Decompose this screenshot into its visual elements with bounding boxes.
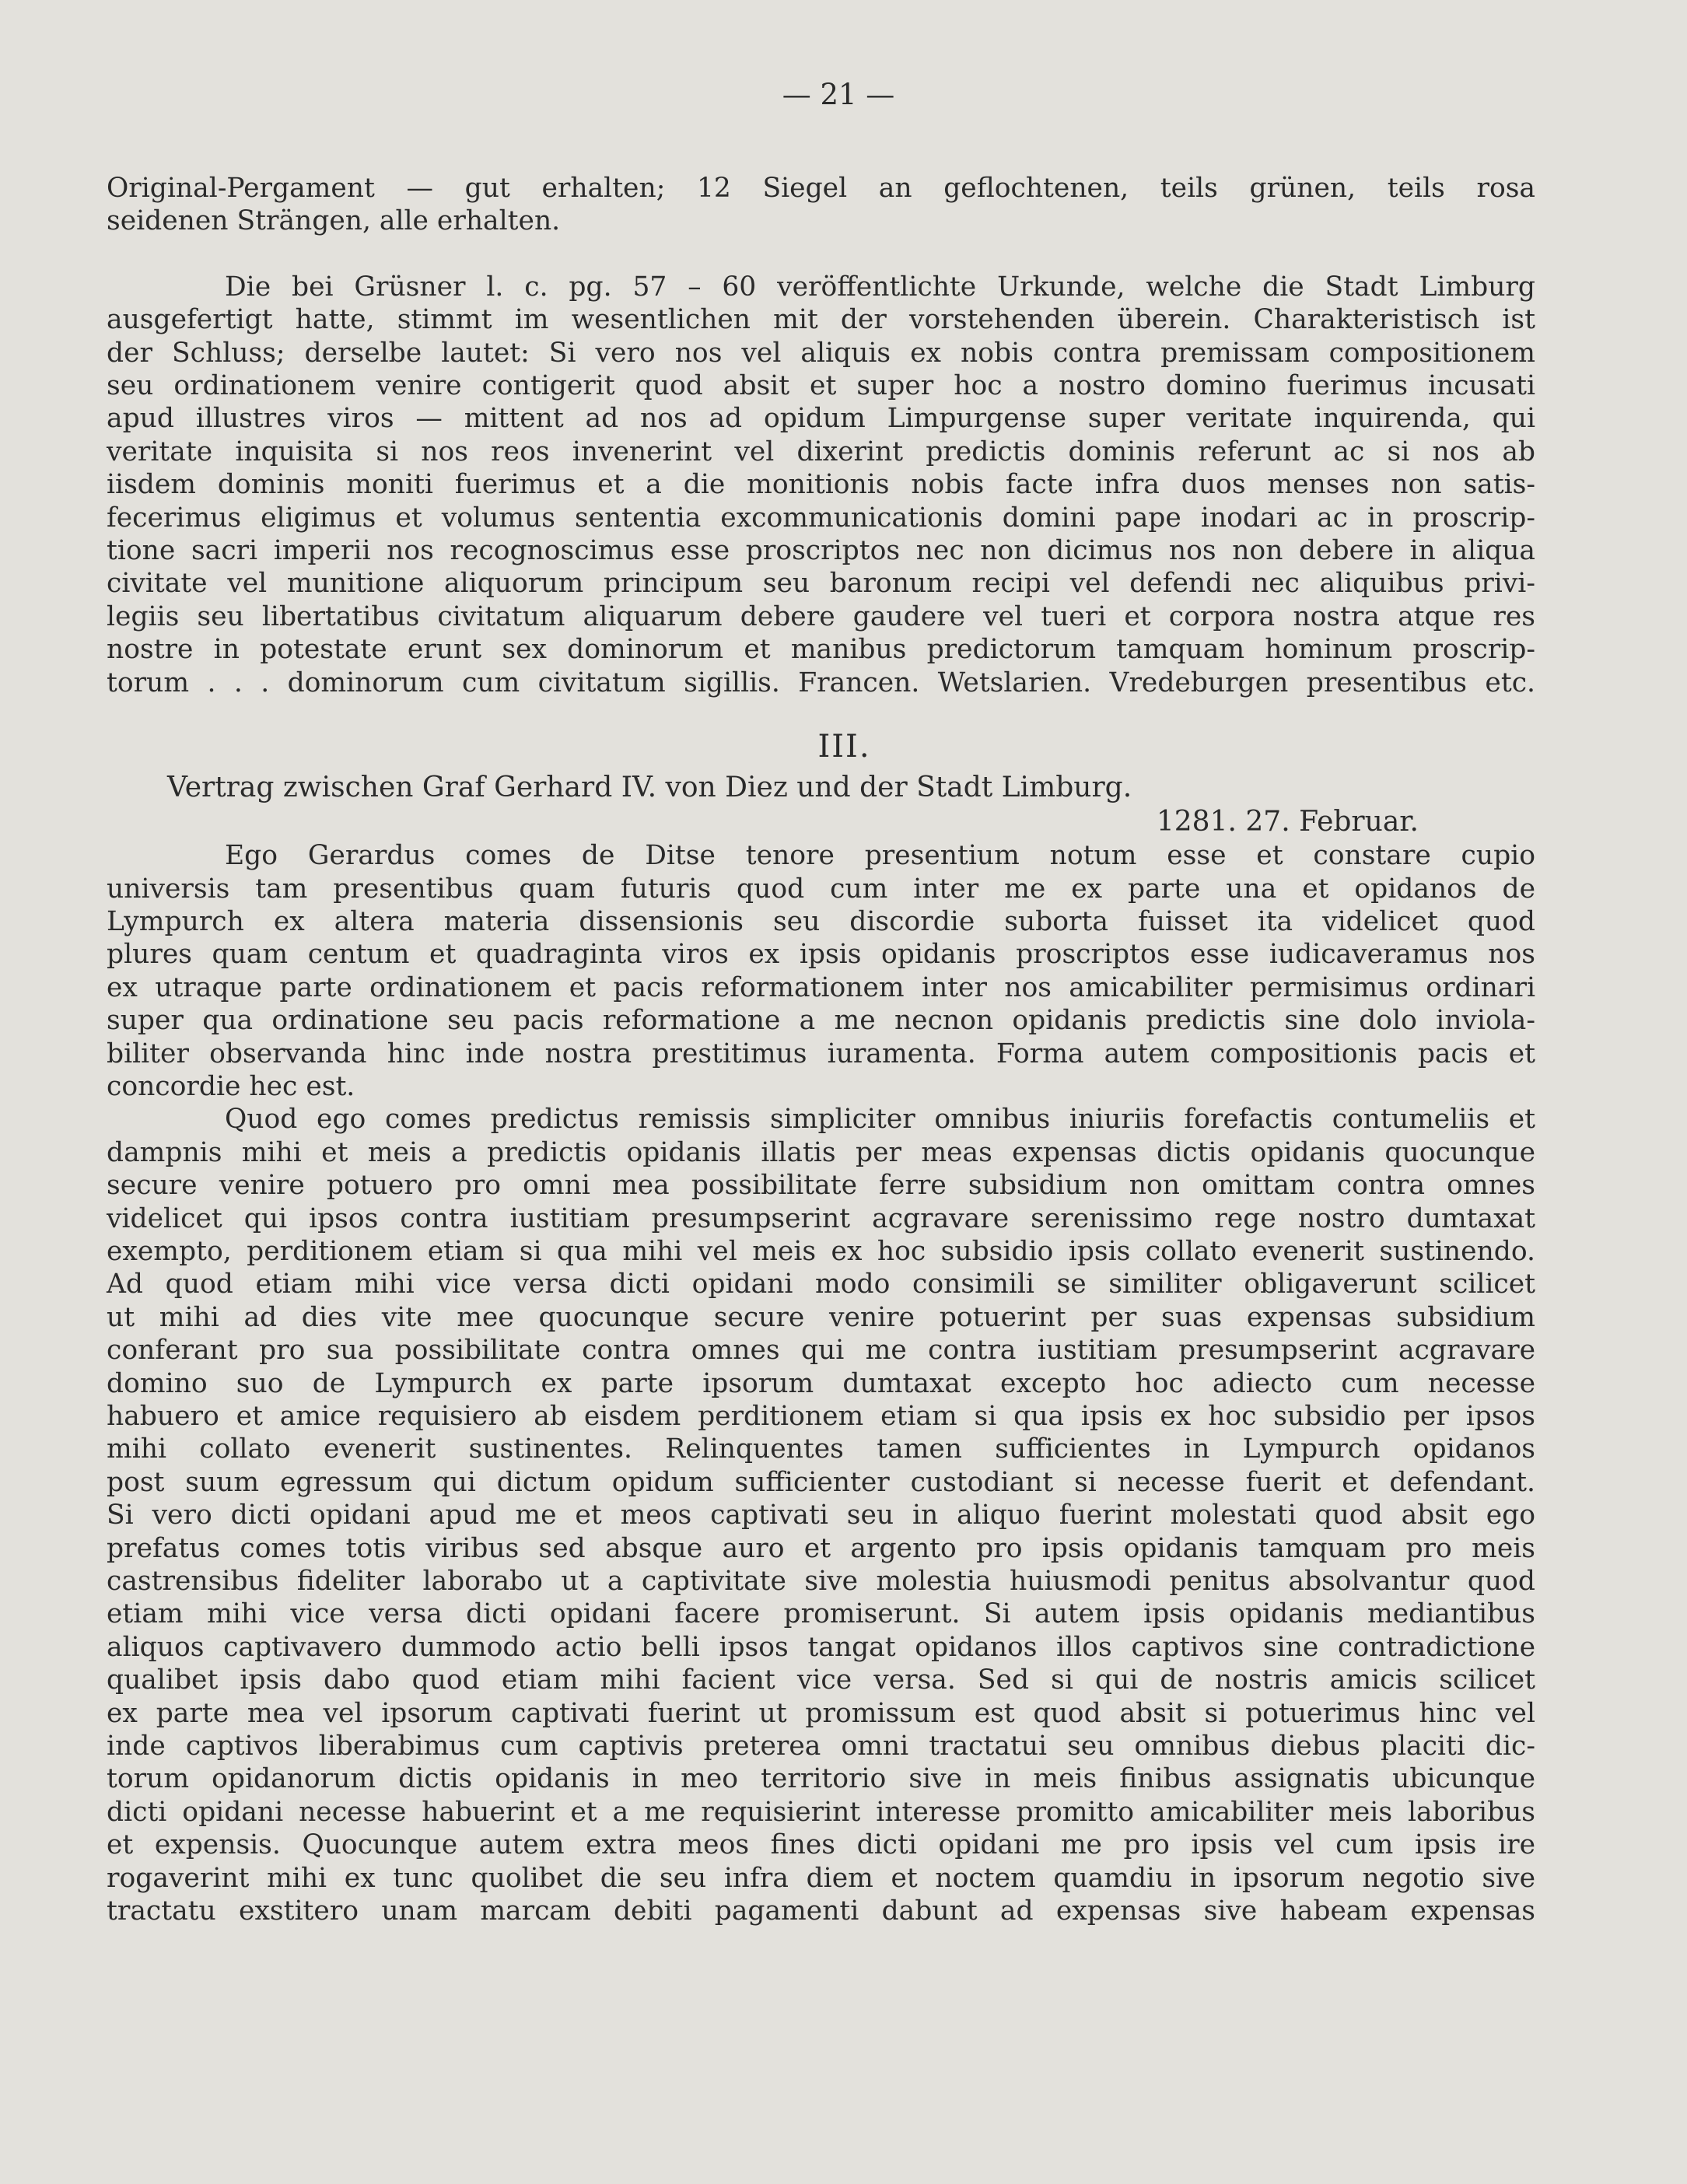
text-line: super qua ordinatione seu pacis reformatione a me necnon opidanis predictis sine dolo inviola- (107, 1005, 1535, 1037)
text-line: plures quam centum et quadraginta viros ex ipsis opidanis proscriptos esse iudicaveramus nos (107, 939, 1535, 971)
text-line: qualibet ipsis dabo quod etiam mihi facient vice versa. Sed si qui de nostris amicis scilicet (107, 1664, 1535, 1696)
text-line: dampnis mihi et meis a predictis opidanis illatis per meas expensas dictis opidanis quocunque (107, 1136, 1535, 1168)
charter-paragraph-2 (107, 1103, 1535, 1927)
text-line: dicti opidani necesse habuerint et a me requisierint interesse promitto amicabiliter meis laboribus (107, 1796, 1535, 1828)
text-line: post suum egressum qui dictum opidum sufficienter custodiant si necesse fuerit et defendant. (107, 1466, 1535, 1498)
text-line: fecerimus eligimus et volumus sententia excommunicationis domini pape inodari ac in proscrip- (107, 502, 1535, 534)
text-line: tione sacri imperii nos recognoscimus esse proscriptos nec non dicimus nos non debere in aliqua (107, 535, 1535, 567)
commentary-paragraph (107, 271, 1535, 699)
text-line: prefatus comes totis viribus sed absque auro et argento pro ipsis opidanis tamquam pro meis (107, 1532, 1535, 1564)
text-line: inde captivos liberabimus cum captivis preterea omni tractatui seu omnibus diebus placiti dic- (107, 1731, 1535, 1762)
section-numeral: III. (817, 729, 871, 765)
text-line: Lympurch ex altera materia dissensionis seu discordie suborta fuisset ita videlicet quod (107, 905, 1535, 937)
text-line: rogaverint mihi ex tunc quolibet die seu infra diem et noctem quamdiu in ipsorum negotio sive (107, 1862, 1535, 1894)
text-line: videlicet qui ipsos contra iustitiam presumpserint acgravare serenissimo rege nostro dumtaxat (107, 1202, 1535, 1234)
text-line: apud illustres viros — mittent ad nos ad opidum Limpurgense super veritate inquirenda, qui (107, 403, 1535, 435)
text-line: ex utraque parte ordinationem et pacis reformationem inter nos amicabiliter permisimus ordinari (107, 971, 1535, 1003)
text-line: torum . . . dominorum cum civitatum sigillis. Francen. Wetslarien. Vredeburgen presentibus etc. (107, 667, 1535, 698)
text-line: ut mihi ad dies vite mee quocunque secure venire potuerint per suas expensas subsidium (107, 1301, 1535, 1333)
text-line: veritate inquisita si nos reos invenerint vel dixerint predictis dominis referunt ac si nos ab (107, 436, 1535, 467)
section-date: 1281. 27. Februar. (1156, 806, 1419, 838)
text-line: biliter observanda hinc inde nostra prestitimus iuramenta. Forma autem compositionis pacis et (107, 1038, 1535, 1069)
text-line: legiis seu libertatibus civitatum aliquarum debere gaudere vel tueri et corpora nostra atque res (107, 600, 1535, 632)
text-line: Si vero dicti opidani apud me et meos captivati seu in aliquo fuerint molestati quod absit ego (107, 1500, 1535, 1531)
text-line: seidenen Strängen, alle erhalten. (107, 205, 561, 237)
page-number: — 21 — (782, 78, 895, 111)
text-line: secure venire potuero pro omni mea possibilitate ferre subsidium non omittam contra omnes (107, 1170, 1535, 1202)
text-line: et expensis. Quocunque autem extra meos fines dicti opidani me pro ipsis vel cum ipsis ire (107, 1829, 1535, 1861)
text-line: domino suo de Lympurch ex parte ipsorum dumtaxat excepto hoc adiecto cum necesse (107, 1367, 1535, 1399)
text-line: tractatu exstitero unam marcam debiti pagamenti dabunt ad expensas sive habeam expensas (107, 1895, 1535, 1927)
text-line: Die bei Grüsner l. c. pg. 57 – 60 veröffentlichte Urkunde, welche die Stadt Limburg (225, 271, 1535, 303)
text-line: conferant pro sua possibilitate contra omnes qui me contra iustitiam presumpserint acgravare (107, 1335, 1535, 1367)
preamble-paragraph (107, 172, 1535, 238)
text-line: torum opidanorum dictis opidanis in meo territorio sive in meis finibus assignatis ubicunque (107, 1763, 1535, 1795)
section-title: Vertrag zwischen Graf Gerhard IV. von Diez und der Stadt Limburg. (167, 772, 1132, 804)
text-line: ausgefertigt hatte, stimmt im wesentlichen mit der vorstehenden überein. Charakteristisch ist (107, 304, 1535, 336)
text-line: seu ordinationem venire contigerit quod absit et super hoc a nostro domino fuerimus incusati (107, 370, 1535, 402)
text-line: exempto, perditionem etiam si qua mihi vel meis ex hoc subsidio ipsis collato evenerit sustinendo. (107, 1235, 1535, 1267)
text-line: concordie hec est. (107, 1070, 355, 1102)
text-line: civitate vel munitione aliquorum principum seu baronum recipi vel defendi nec aliquibus privi- (107, 568, 1535, 600)
text-line: Ad quod etiam mihi vice versa dicti opidani modo consimili se similiter obligaverunt scilicet (107, 1269, 1535, 1300)
text-line: castrensibus fideliter laborabo ut a captivitate sive molestia huiusmodi penitus absolvantur quod (107, 1566, 1535, 1598)
text-line: mihi collato evenerit sustinentes. Relinquentes tamen sufficientes in Lympurch opidanos (107, 1433, 1535, 1465)
charter-paragraph-1 (107, 839, 1535, 1103)
text-line: Ego Gerardus comes de Ditse tenore presentium notum esse et constare cupio (225, 840, 1535, 872)
text-line: universis tam presentibus quam futuris quod cum inter me ex parte una et opidanos de (107, 873, 1535, 905)
text-line: der Schluss; derselbe lautet: Si vero nos vel aliquis ex nobis contra premissam compositionem (107, 337, 1535, 369)
text-line: aliquos captivavero dummodo actio belli ipsos tangat opidanos illos captivos sine contradictione (107, 1631, 1535, 1663)
text-line: Quod ego comes predictus remissis simpliciter omnibus iniuriis forefactis contumeliis et (225, 1104, 1535, 1136)
text-line: ex parte mea vel ipsorum captivati fuerint ut promissum est quod absit si potuerimus hinc vel (107, 1697, 1535, 1729)
text-line: iisdem dominis moniti fuerimus et a die monitionis nobis facte infra duos menses non satis- (107, 469, 1535, 501)
text-line: habuero et amice requisiero ab eisdem perditionem etiam si qua ipsis ex hoc subsidio per ipsos (107, 1401, 1535, 1432)
text-line: Original-Pergament — gut erhalten; 12 Siegel an geflochtenen, teils grünen, teils rosa (107, 173, 1535, 204)
text-line: nostre in potestate erunt sex dominorum et manibus predictorum tamquam hominum proscrip- (107, 634, 1535, 666)
text-line: etiam mihi vice versa dicti opidani facere promiserunt. Si autem ipsis opidanis mediantibus (107, 1598, 1535, 1630)
paragraph-gap (107, 238, 1535, 271)
